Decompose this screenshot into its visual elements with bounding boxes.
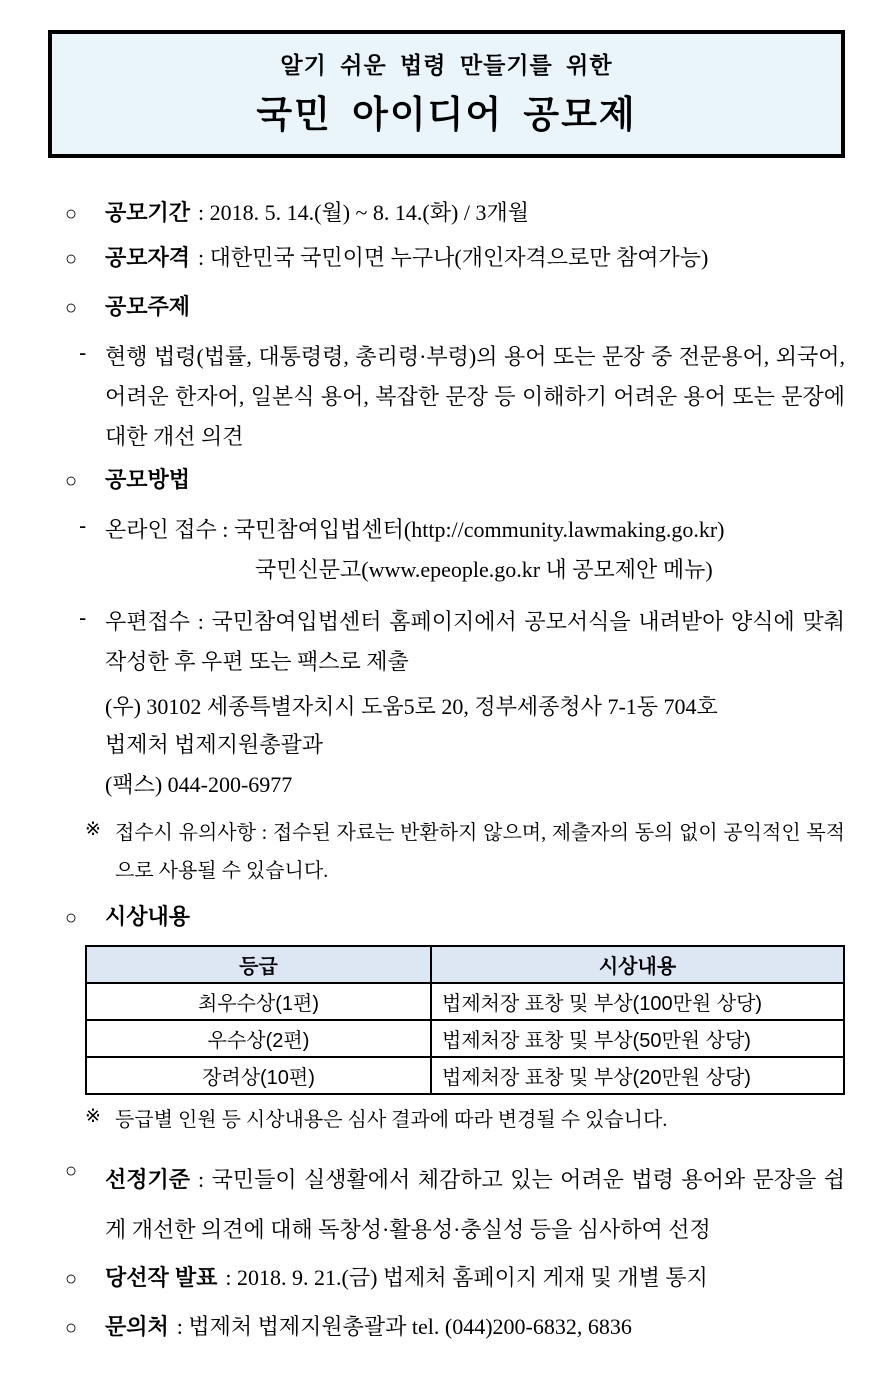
circle-bullet-icon: ○	[65, 907, 78, 929]
document-body	[0, 158, 890, 1343]
eligibility-label: 공모자격	[105, 245, 191, 270]
award-grade: 장려상(10편)	[86, 1057, 431, 1094]
line-announce	[65, 1263, 845, 1294]
line-address1	[65, 688, 845, 726]
criteria-label: 선정기준	[105, 1167, 191, 1192]
topic-label: 공모주제	[105, 294, 191, 319]
line-mail	[65, 602, 845, 682]
circle-bullet-icon: ○	[65, 1317, 78, 1339]
period-label: 공모기간	[105, 200, 191, 225]
dash-bullet-icon: -	[79, 340, 87, 365]
online-text: 온라인 접수 : 국민참여입법센터(http://community.lawmaking.go.kr)	[105, 517, 725, 542]
note-awards-text: 등급별 인원 등 시상내용은 심사 결과에 따라 변경될 수 있습니다.	[115, 1109, 668, 1131]
mail-address-block	[65, 688, 845, 764]
line-topic	[65, 292, 845, 323]
circle-bullet-icon: ○	[65, 203, 78, 225]
line-online2	[65, 550, 845, 590]
fax-number: (팩스) 044-200-6977	[105, 772, 293, 797]
contact-label: 문의처	[105, 1314, 169, 1339]
line-note-awards	[65, 1101, 845, 1139]
award-grade: 최우수상(1편)	[86, 983, 431, 1020]
method-label: 공모방법	[105, 467, 191, 492]
awards-table-header-grade: 등급	[86, 946, 431, 983]
awards-table	[85, 945, 845, 1095]
circle-bullet-icon: ○	[65, 1160, 78, 1182]
topic-detail-text: 현행 법령(법률, 대통령령, 총리령·부령)의 용어 또는 문장 중 전문용어, 외국어, 어려운 한자어, 일본식 용어, 복잡한 문장 등 이해하기 어려운 용어 또는 문장에 대한 개선 의견	[105, 344, 845, 449]
dash-bullet-icon: -	[79, 605, 87, 630]
contact-text: : 법제처 법제지원총괄과 tel. (044)200-6832, 6836	[176, 1314, 632, 1339]
award-grade: 우수상(2편)	[86, 1020, 431, 1057]
page-title: 국민 아이디어 공모제	[256, 94, 637, 135]
circle-bullet-icon: ○	[65, 1268, 78, 1290]
line-awards	[65, 902, 845, 933]
dash-bullet-icon: -	[79, 513, 87, 538]
note-submit-text: 접수시 유의사항 : 접수된 자료는 반환하지 않으며, 제출자의 동의 없이 공익적인 목적으로 사용될 수 있습니다.	[115, 822, 845, 882]
award-prize: 법제처장 표창 및 부상(20만원 상당)	[431, 1057, 844, 1094]
line-eligibility	[65, 243, 845, 274]
line-contact	[65, 1312, 845, 1343]
awards-table-header-row	[86, 946, 844, 983]
line-criteria	[65, 1155, 845, 1255]
announce-text: : 2018. 9. 21.(금) 법제처 홈페이지 게재 및 개별 통지	[225, 1265, 708, 1290]
line-online	[65, 510, 845, 550]
circle-bullet-icon: ○	[65, 297, 78, 319]
line-note-submit	[65, 814, 845, 890]
online-text-line2: 국민신문고(www.epeople.go.kr 내 공모제안 메뉴)	[255, 557, 713, 582]
circle-bullet-icon: ○	[65, 470, 78, 492]
address-line1: (우) 30102 세종특별자치시 도움5로 20, 정부세종청사 7-1동 704호	[105, 694, 718, 719]
awards-table-header-prize: 시상내용	[431, 946, 844, 983]
award-prize: 법제처장 표창 및 부상(100만원 상당)	[431, 983, 844, 1020]
period-text: : 2018. 5. 14.(월) ~ 8. 14.(화) / 3개월	[198, 200, 529, 225]
awards-label: 시상내용	[105, 904, 191, 929]
award-prize: 법제처장 표창 및 부상(50만원 상당)	[431, 1020, 844, 1057]
table-row	[86, 983, 844, 1020]
criteria-text: : 국민들이 실생활에서 체감하고 있는 어려운 법령 용어와 문장을 쉽게 개선한 의견에 대해 독창성·활용성·충실성 등을 심사하여 선정	[105, 1167, 845, 1242]
line-period	[65, 198, 845, 229]
address-line2: 법제처 법제지원총괄과	[105, 732, 324, 757]
announce-label: 당선작 발표	[105, 1265, 218, 1290]
eligibility-text: : 대한민국 국민이면 누구나(개인자격으로만 참여가능)	[198, 245, 709, 270]
reference-mark-icon: ※	[85, 819, 101, 840]
table-row	[86, 1057, 844, 1094]
table-row	[86, 1020, 844, 1057]
line-method	[65, 465, 845, 496]
line-address2	[65, 726, 845, 764]
title-subtitle: 알기 쉬운 법령 만들기를 위한	[280, 52, 613, 78]
line-fax	[65, 770, 845, 800]
line-topic-detail	[65, 337, 845, 457]
title-box	[48, 30, 845, 158]
mail-text: 우편접수 : 국민참여입법센터 홈페이지에서 공모서식을 내려받아 양식에 맞춰 작성한 후 우편 또는 팩스로 제출	[105, 609, 845, 674]
reference-mark-icon: ※	[85, 1106, 101, 1127]
circle-bullet-icon: ○	[65, 248, 78, 270]
